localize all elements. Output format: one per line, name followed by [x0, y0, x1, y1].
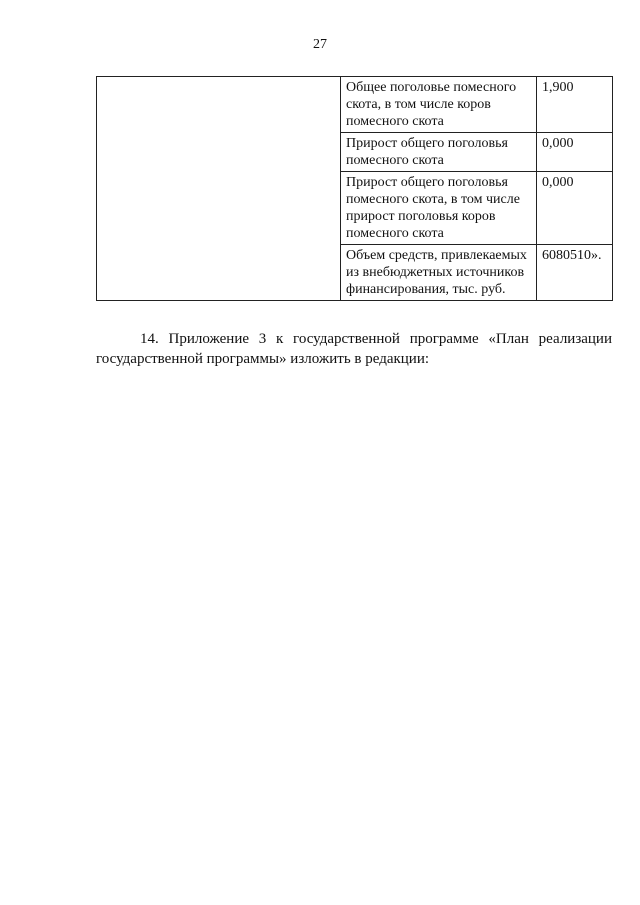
- empty-merged-cell: [97, 77, 341, 301]
- indicator-cell: Прирост общего поголовья помесного скота: [341, 133, 537, 172]
- value-cell: 1,900: [537, 77, 613, 133]
- indicator-cell: Прирост общего поголовья помесного скота, в том числе прирост поголовья коров помесного скота: [341, 172, 537, 245]
- body-paragraph: 14. Приложение 3 к государственной программе «План реализации государственной программы» изложить в редакции:: [96, 331, 612, 367]
- table-row: [97, 77, 613, 133]
- indicator-cell: Объем средств, привлекаемых из внебюджетных источников финансирования, тыс. руб.: [341, 245, 537, 301]
- page-number: 27: [313, 37, 327, 52]
- value-cell: 6080510».: [537, 245, 613, 301]
- value-cell: 0,000: [537, 172, 613, 245]
- value-cell: 0,000: [537, 133, 613, 172]
- indicator-cell: Общее поголовье помесного скота, в том числе коров помесного скота: [341, 77, 537, 133]
- indicators-table: [96, 76, 613, 301]
